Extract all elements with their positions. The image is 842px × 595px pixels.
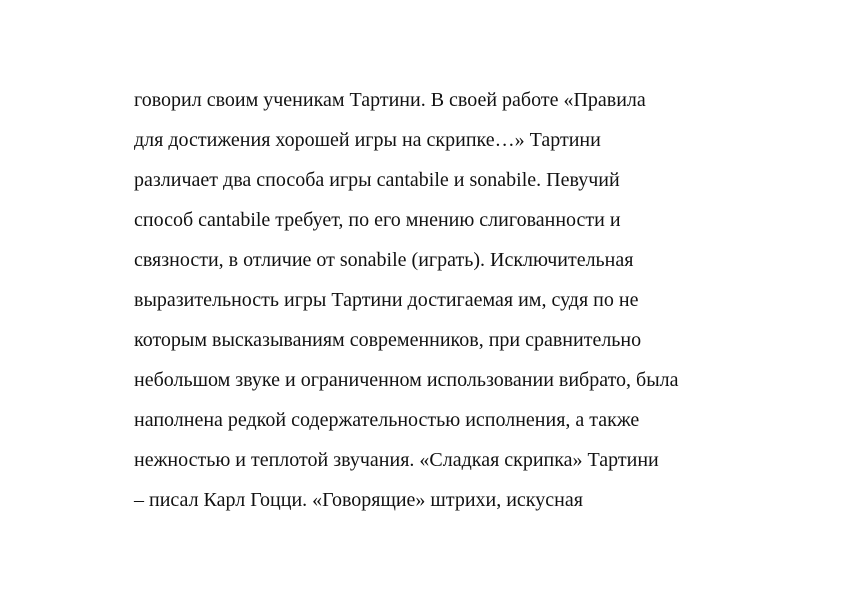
text-line-8: небольшом звуке и ограниченном использовании вибрато, была [134,369,679,391]
text-line-3: различает два способа игры cantabile и sonabile. Певучий [134,169,620,191]
text-line-6: выразительность игры Тартини достигаемая им, судя по не [134,289,639,311]
text-line-4: способ cantabile требует, по его мнению слигованности и [134,209,621,231]
text-line-11: – писал Карл Гоцци. «Говорящие» штрихи, искусная [134,489,583,511]
text-line-7: которым высказываниям современников, при сравнительно [134,329,642,351]
text-line-5: связности, в отличие от sonabile (играть). Исключительная [134,249,634,271]
paragraph [134,82,774,522]
text-line-9: наполнена редкой содержательностью исполнения, а также [134,409,640,431]
text-line-1: говорил своим ученикам Тартини. В своей работе «Правила [134,89,646,111]
text-line-10: нежностью и теплотой звучания. «Сладкая скрипка» Тартини [134,449,659,471]
text-line-2: для достижения хорошей игры на скрипке…» Тартини [134,129,601,151]
